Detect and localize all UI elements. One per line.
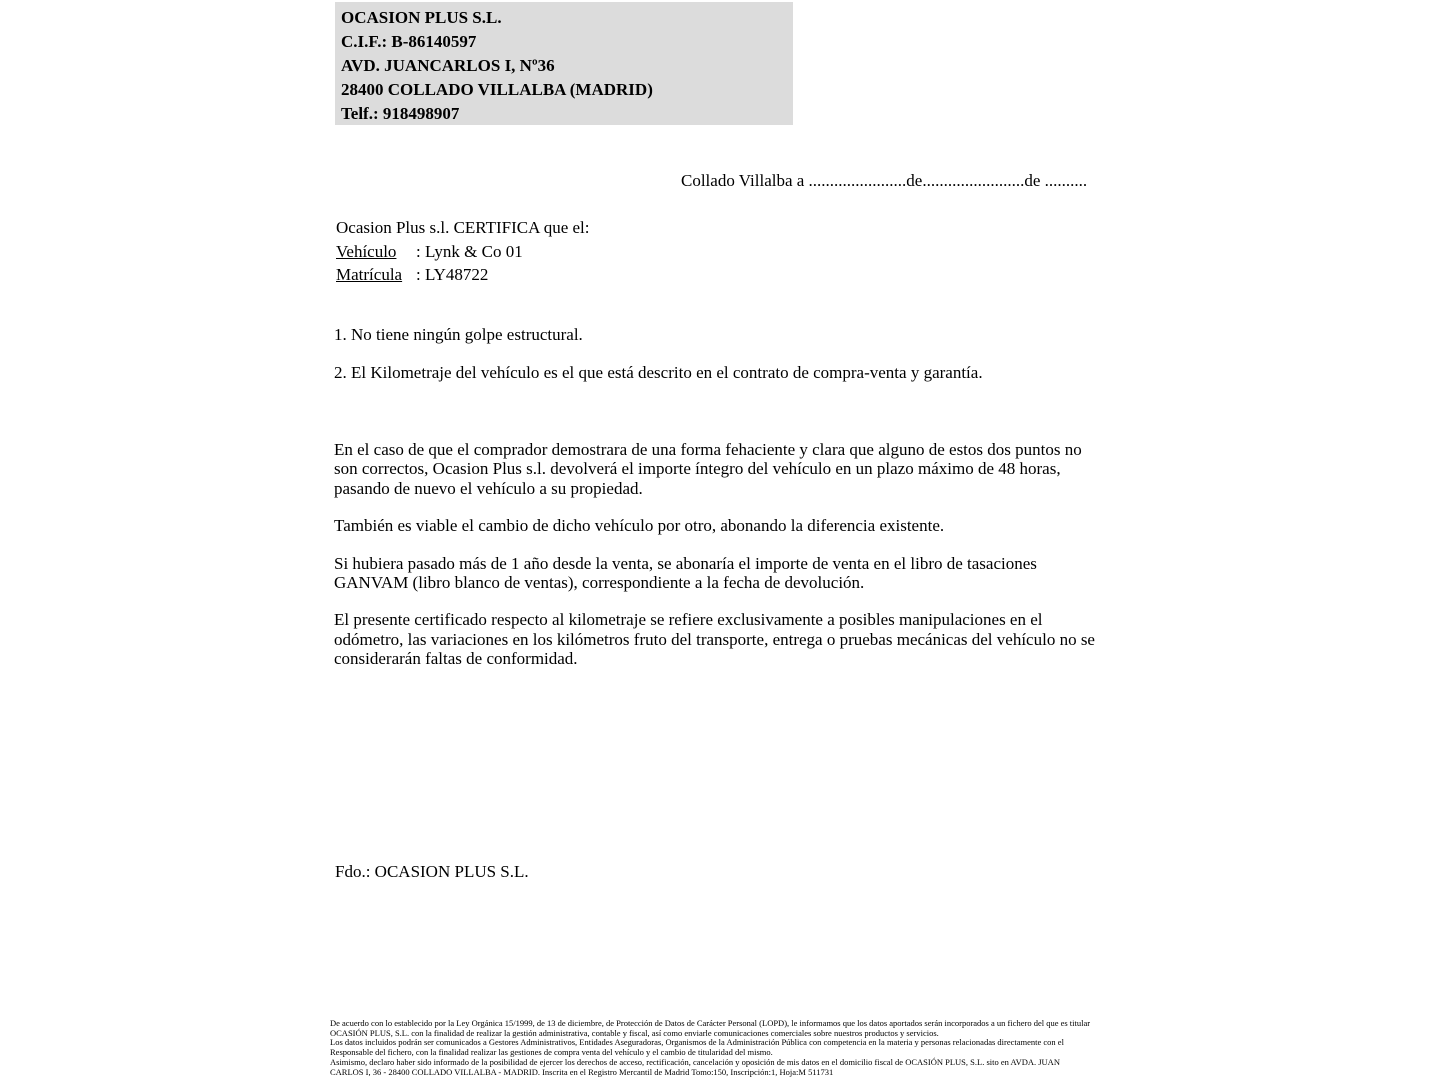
- point-2: 2. El Kilometraje del vehículo es el que está descrito en el contrato de compra-venta y garantía.: [334, 363, 983, 382]
- certification-block: [336, 216, 590, 287]
- paragraph-ganvam-valuation: Si hubiera pasado más de 1 año desde la venta, se abonaría el importe de venta en el libro de tasaciones GANVAM (libro blanco de ventas), correspondiente a la fecha de devolución.: [334, 553, 1037, 593]
- fine-print-line-1: De acuerdo con lo establecido por la Ley Orgánica 15/1999, de 13 de diciembre, de Protección de Datos de Carácter Personal (LOPD), le informamos que los datos aportados serán incorporados a un fichero del que es titular: [330, 1018, 1091, 1028]
- fine-print-line-5: Asimismo, declaro haber sido informado de la posibilidad de ejercer los derechos de acceso, rectificación, cancelación y oposición de mis datos en el domicilio fiscal de OCASIÓN PLUS, S.L. sito en AVDA. JUAN: [330, 1056, 1060, 1067]
- paragraph-refund-terms: En el caso de que el comprador demostrara de una forma fehaciente y clara que alguno de estos dos puntos no son correctos, Ocasion Plus s.l. devolverá el importe íntegro del vehículo en un plazo máximo de 48 horas, pasando de nuevo el vehículo a su propiedad.: [334, 440, 1082, 498]
- vehicle-field: [336, 240, 590, 264]
- paragraph-exchange-option: También es viable el cambio de dicho vehículo por otro, abonando la diferencia existente.: [334, 516, 945, 536]
- date-fill-in-line: Collado Villalba a .......................de........................de ..........: [681, 171, 1088, 190]
- company-name: OCASION PLUS S.L.: [341, 8, 502, 27]
- certification-intro: Ocasion Plus s.l. CERTIFICA que el:: [336, 218, 590, 237]
- vehicle-field-label: Vehículo: [336, 241, 397, 261]
- vehicle-field-value: : Lynk & Co 01: [416, 241, 523, 261]
- legal-fine-print: [330, 1019, 1110, 1077]
- company-city: 28400 COLLADO VILLALBA (MADRID): [341, 80, 653, 99]
- plate-field: [336, 263, 590, 287]
- fine-print-line-4: Responsable del fichero, con la finalidad realizar las gestiones de compra venta del vehículo y el cambio de titularidad del mismo.: [330, 1047, 773, 1058]
- fine-print-line-6: CARLOS I, 36 - 28400 COLLADO VILLALBA - MADRID. Inscrita en el Registro Mercantil de Madrid Tomo:150, Inscripción:1, Hoja:M 511731: [330, 1066, 834, 1077]
- point-1: 1. No tiene ningún golpe estructural.: [334, 325, 583, 344]
- company-phone: Telf.: 918498907: [341, 104, 460, 123]
- company-cif: C.I.F.: B-86140597: [341, 32, 477, 51]
- paragraph-odometer-disclaimer: El presente certificado respecto al kilometraje se refiere exclusivamente a posibles manipulaciones en el odómetro, las variaciones en los kilómetros fruto del transporte, entrega o pruebas mecánicas del vehículo no se considerarán faltas de conformidad.: [334, 610, 1095, 669]
- signature-line: Fdo.: OCASION PLUS S.L.: [335, 862, 529, 881]
- numbered-points: [334, 325, 1104, 401]
- plate-field-value: : LY48722: [416, 265, 489, 284]
- fine-print-line-3: Los datos incluidos podrán ser comunicados a Gestores Administrativos, Entidades Aseguradoras, Organismos de la Administración Pública con competencia en la materia y personas relacionadas directamente con el: [330, 1037, 1064, 1048]
- body-paragraphs: [334, 440, 1096, 687]
- company-header-block: [335, 2, 793, 125]
- plate-field-label: Matrícula: [336, 265, 403, 284]
- fine-print-line-2: OCASIÓN PLUS, S.L. con la finalidad de realizar la gestión administrativa, contable y fiscal, así como enviarle comunicaciones comerciales sobre nuestros productos y servicios.: [330, 1027, 939, 1038]
- company-address: AVD. JUANCARLOS I, Nº36: [341, 56, 555, 75]
